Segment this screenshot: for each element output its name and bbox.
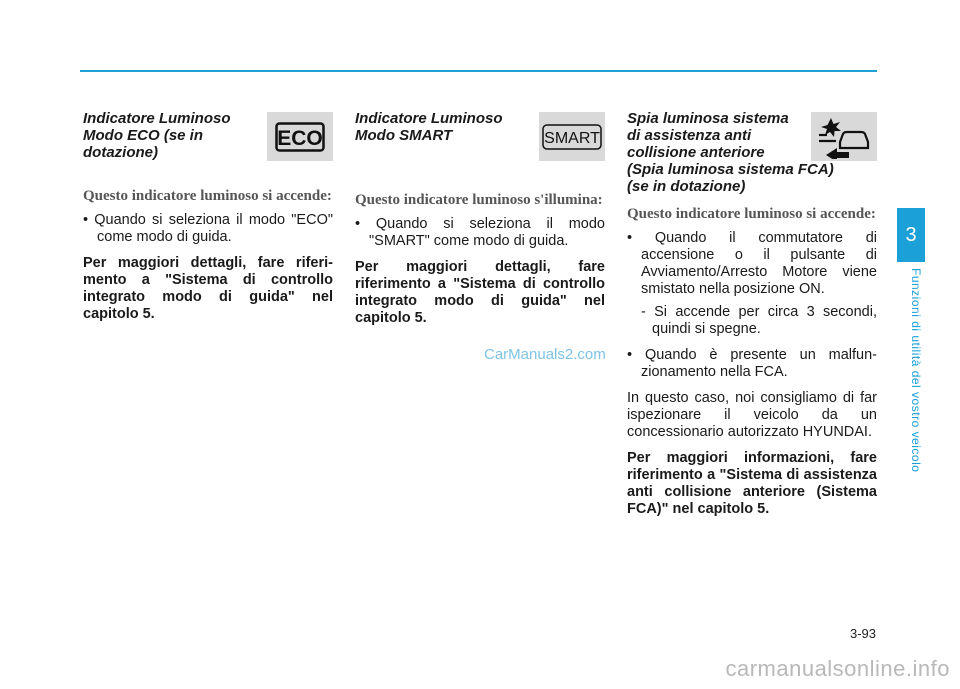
section-paragraph: In questo caso, noi consigliamo di far ispezionare il veicolo da un concessionario autorizzato HYUNDAI. xyxy=(627,390,877,440)
section-body xyxy=(83,188,333,323)
list-item: • Quando si seleziona il modo "SMART" come modo di guida. xyxy=(355,216,605,249)
section-note: Per maggiori dettagli, fare riferi-mento a "Sistema di controllo integrato modo di guida" nel capitolo 5. xyxy=(83,255,333,322)
section-subtitle: Questo indicatore luminoso si accende: xyxy=(627,206,876,222)
chapter-tab: 3 xyxy=(897,208,925,262)
section-heading: Indicatore Luminoso Modo ECO (se in dotazione) xyxy=(83,110,231,161)
smart-indicator-icon xyxy=(539,112,605,161)
footer-watermark: carmanualsonline.info xyxy=(725,656,950,681)
section-heading: Indicatore Luminoso Modo SMART xyxy=(355,110,503,144)
smart-icon-label: SMART xyxy=(544,129,600,147)
watermark: CarManuals2.com xyxy=(484,346,606,363)
list-item: • Quando è presente un malfun-zionamento nella FCA. xyxy=(627,347,877,380)
list-item: • Quando il commutatore di accensione o il pulsante di Avviamento/Arresto Motore viene smistato nella posizione ON. xyxy=(627,230,877,297)
eco-indicator-icon xyxy=(267,112,333,161)
list-item: • Quando si seleziona il modo "ECO" come modo di guida. xyxy=(83,212,333,245)
section-subtitle: Questo indicatore luminoso s'illumina: xyxy=(355,192,603,208)
chapter-title: Funzioni di utilità del vostro veicolo xyxy=(909,268,923,473)
section-heading: Spia luminosa sistema di assistenza anti collisione anteriore (Spia luminosa sistema FCA) (se in dotazione) xyxy=(627,110,834,195)
forward-collision-warning-icon xyxy=(811,112,877,161)
page-number: 3-93 xyxy=(849,626,876,641)
section-note: Per maggiori dettagli, fare riferimento a "Sistema di controllo integrato modo di guida" nel capitolo 5. xyxy=(355,259,605,326)
eco-icon-label: ECO xyxy=(277,126,323,150)
list-subitem: - Si accende per circa 3 secondi, quindi si spegne. xyxy=(641,304,877,337)
section-note: Per maggiori informazioni, fare riferimento a "Sistema di assistenza anti collisione anteriore (Sistema FCA)" nel capitolo 5. xyxy=(627,450,877,517)
section-body xyxy=(627,206,877,518)
section-body xyxy=(355,192,605,327)
top-rule xyxy=(80,70,877,72)
section-subtitle: Questo indicatore luminoso si accende: xyxy=(83,188,332,204)
